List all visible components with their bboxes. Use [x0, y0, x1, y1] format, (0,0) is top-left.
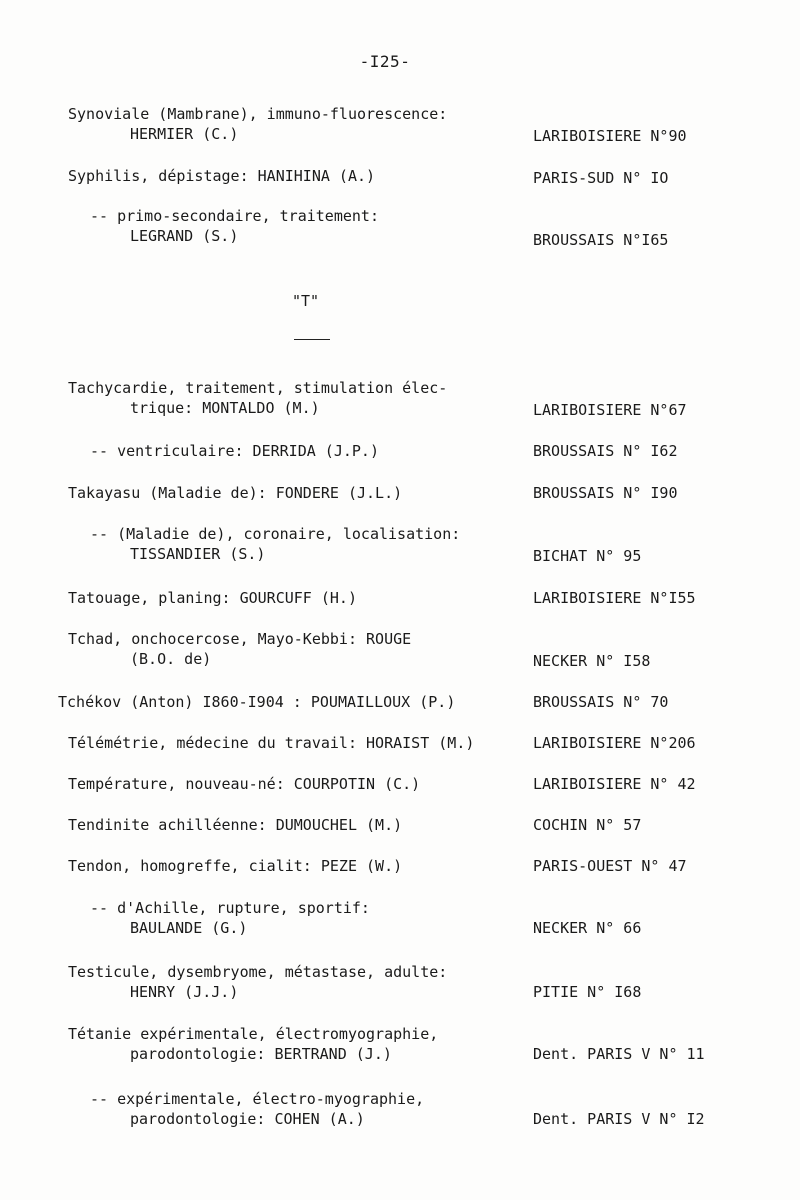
entry-reference: LARIBOISIERE N°I55	[533, 589, 696, 607]
entry-author: parodontologie: BERTRAND (J.)	[130, 1045, 392, 1063]
entry-text	[68, 483, 530, 503]
entry-subject: Tchékov (Anton) I860-I904 : POUMAILLOUX (P.)	[58, 693, 456, 711]
entry-author: trique: MONTALDO (M.)	[130, 399, 320, 417]
entry-text	[58, 692, 520, 712]
entry-text	[68, 104, 530, 144]
entry-author: HERMIER (C.)	[130, 125, 239, 143]
entry-text	[68, 588, 530, 608]
entry-text	[68, 206, 530, 246]
entry-subject: Température, nouveau-né: COURPOTIN (C.)	[68, 775, 421, 793]
section-heading: "T"	[292, 292, 320, 310]
entry-subject: -- d'Achille, rupture, sportif:	[90, 899, 370, 917]
section-rule	[294, 339, 330, 340]
entry-reference: BROUSSAIS N° 70	[533, 693, 669, 711]
entry-reference: COCHIN N° 57	[533, 816, 642, 834]
entry-reference: PITIE N° I68	[533, 983, 642, 1001]
entry-author: TISSANDIER (S.)	[130, 545, 266, 563]
entry-reference: LARIBOISIERE N° 42	[533, 775, 696, 793]
entry-subject: Tchad, onchocercose, Mayo-Kebbi: ROUGE	[68, 630, 412, 648]
entry-text	[68, 378, 530, 418]
entry-subject: -- ventriculaire: DERRIDA (J.P.)	[90, 442, 379, 460]
entry-reference: PARIS-OUEST N° 47	[533, 857, 687, 875]
entry-author: LEGRAND (S.)	[130, 227, 239, 245]
entry-author: (B.O. de)	[130, 650, 212, 668]
entry-text	[68, 166, 530, 186]
entry-subject: Tendon, homogreffe, cialit: PEZE (W.)	[68, 857, 403, 875]
entry-subject: Synoviale (Mambrane), immuno-fluorescence:	[68, 105, 448, 123]
entry-reference: LARIBOISIERE N°206	[533, 734, 696, 752]
entry-subject: Tachycardie, traitement, stimulation élec-	[68, 379, 448, 397]
entry-reference: NECKER N° 66	[533, 919, 642, 937]
entry-text	[68, 733, 530, 753]
entry-reference: LARIBOISIERE N°67	[533, 401, 687, 419]
entry-subject: Tendinite achilléenne: DUMOUCHEL (M.)	[68, 816, 403, 834]
entry-text	[68, 629, 530, 669]
entry-text	[68, 774, 530, 794]
entry-reference: Dent. PARIS V N° 11	[533, 1045, 705, 1063]
entry-reference: PARIS-SUD N° IO	[533, 169, 669, 187]
entry-reference: BROUSSAIS N° I62	[533, 442, 678, 460]
entry-text	[68, 898, 530, 938]
entry-text	[68, 815, 530, 835]
entry-text	[68, 1089, 530, 1129]
entry-subject: Testicule, dysembryome, métastase, adulte:	[68, 963, 448, 981]
entry-reference: Dent. PARIS V N° I2	[533, 1110, 705, 1128]
entry-subject: -- primo-secondaire, traitement:	[90, 207, 379, 225]
entry-text	[68, 1024, 530, 1064]
entry-reference: LARIBOISIERE N°90	[533, 127, 687, 145]
entry-subject: Tétanie expérimentale, électromyographie,	[68, 1025, 439, 1043]
entry-author: BAULANDE (G.)	[130, 919, 248, 937]
entry-text	[68, 856, 530, 876]
entry-subject: -- (Maladie de), coronaire, localisation:	[90, 525, 461, 543]
entry-author: parodontologie: COHEN (A.)	[130, 1110, 365, 1128]
entry-text	[68, 441, 530, 461]
entry-subject: Takayasu (Maladie de): FONDERE (J.L.)	[68, 484, 403, 502]
entry-subject: Syphilis, dépistage: HANIHINA (A.)	[68, 167, 376, 185]
entry-text	[68, 962, 530, 1002]
page-number: -I25-	[359, 52, 411, 71]
entry-subject: Télémétrie, médecine du travail: HORAIST (M.)	[68, 734, 475, 752]
entry-reference: BICHAT N° 95	[533, 547, 642, 565]
entry-author: HENRY (J.J.)	[130, 983, 239, 1001]
entry-text	[68, 524, 530, 564]
entry-reference: NECKER N° I58	[533, 652, 651, 670]
entry-subject: Tatouage, planing: GOURCUFF (H.)	[68, 589, 357, 607]
entry-reference: BROUSSAIS N° I90	[533, 484, 678, 502]
entry-subject: -- expérimentale, électro-myographie,	[90, 1090, 425, 1108]
entry-reference: BROUSSAIS N°I65	[533, 231, 669, 249]
